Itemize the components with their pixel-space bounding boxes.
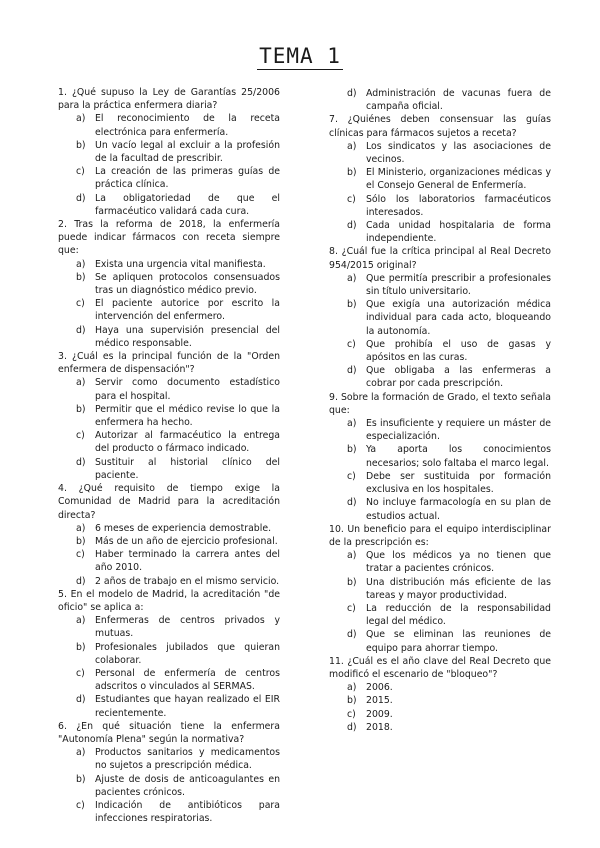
option-c: c) Indicación de antibióticos para infecciones respiratorias.: [76, 799, 280, 825]
option-d: d) Que se eliminan las reuniones de equipo para ahorrar tiempo.: [347, 629, 551, 654]
question-9: [329, 391, 551, 523]
question-11: [329, 655, 551, 734]
option-c: c) Sólo los laboratorios farmacéuticos interesados.: [347, 193, 551, 218]
option-d: d) 2018.: [347, 721, 393, 733]
option-b: b) Más de un año de ejercicio profesional.: [76, 535, 278, 547]
option-a: a) Servir como documento estadístico para el hospital.: [76, 377, 280, 402]
option-c: c) El paciente autorice por escrito la intervención del enfermero.: [76, 298, 280, 323]
option-a: a) 2006.: [347, 682, 393, 694]
left-column: [58, 86, 280, 825]
option-d: d) 2 años de trabajo en el mismo servicio.: [76, 575, 280, 587]
question-text: 6. ¿En qué situación tiene la enfermera "Autonomía Plena" según la normativa?: [58, 720, 280, 745]
question-7: [329, 113, 551, 245]
option-d: d) Administración de vacunas fuera de campaña oficial.: [347, 88, 551, 113]
question-text: 4. ¿Qué requisito de tiempo exige la Comunidad de Madrid para la acreditación directa?: [58, 483, 280, 521]
option-d: d) La obligatoriedad de que el farmacéutico validará cada cura.: [76, 192, 280, 217]
question-6: [58, 720, 280, 826]
page-title: TEMA 1: [259, 44, 341, 68]
question-text: 2. Tras la reforma de 2018, la enfermería puede indicar fármacos con receta siempre que:: [58, 219, 280, 257]
question-10: [329, 523, 551, 655]
question-text: 7. ¿Quiénes deben consensuar las guías clínicas para fármacos sujetos a receta?: [329, 114, 551, 139]
option-b: b) Un vacío legal al excluir a la profesión de la facultad de prescribir.: [76, 139, 280, 165]
option-c: c) Personal de enfermería de centros adscritos o vinculados al SERMAS.: [76, 667, 280, 693]
option-c: c) La reducción de la responsabilidad legal del médico.: [347, 602, 551, 628]
question-1: [58, 86, 280, 218]
option-d: d) Estudiantes que hayan realizado el EIR recientemente.: [76, 694, 280, 719]
option-b: b) El Ministerio, organizaciones médicas y el Consejo General de Enfermería.: [347, 167, 551, 192]
option-b: b) Una distribución más eficiente de las tareas y mayor productividad.: [347, 576, 551, 601]
option-d: d) Que obligaba a las enfermeras a cobrar por cada prescripción.: [347, 365, 551, 390]
question-text: 8. ¿Cuál fue la crítica principal al Real Decreto 954/2015 original?: [329, 246, 551, 271]
question-text: 11. ¿Cuál es el año clave del Real Decreto que modificó el escenario de "bloqueo"?: [329, 655, 551, 680]
option-a: a) Que los médicos ya no tienen que tratar a pacientes crónicos.: [347, 550, 551, 575]
question-text: 3. ¿Cuál es la principal función de la "Orden enfermera de dispensación"?: [58, 351, 280, 376]
option-b: b) Permitir que el médico revise lo que la enfermera ha hecho.: [76, 403, 280, 429]
option-b: b) Ajuste de dosis de anticoagulantes en pacientes crónicos.: [76, 773, 280, 798]
option-b: b) Que exigía una autorización médica individual para cada acto, bloqueando la autonomía.: [347, 299, 551, 337]
option-a: a) Que permitía prescribir a profesionales sin título universitario.: [347, 272, 551, 298]
option-c: c) La creación de las primeras guías de práctica clínica.: [76, 166, 280, 191]
right-column: [329, 87, 551, 734]
question-5: [58, 588, 280, 720]
option-a: a) 6 meses de experiencia demostrable.: [76, 522, 272, 534]
option-d: d) Cada unidad hospitalaria de forma independiente.: [347, 220, 551, 245]
option-a: a) Exista una urgencia vital manifiesta.: [76, 258, 266, 270]
question-3: [58, 350, 280, 482]
question-text: 5. En el modelo de Madrid, la acreditación "de oficio" se aplica a:: [58, 588, 280, 613]
option-d: d) No incluye farmacología en su plan de estudios actual.: [347, 497, 551, 522]
question-text: 10. Un beneficio para el equipo interdisciplinar de la prescripción es:: [329, 523, 551, 548]
option-a: a) Enfermeras de centros privados y mutuas.: [76, 615, 280, 640]
option-c: c) 2009.: [347, 708, 393, 720]
question-text: 9. Sobre la formación de Grado, el texto señala que:: [329, 391, 551, 416]
option-a: a) Es insuficiente y requiere un máster de especialización.: [347, 418, 551, 443]
option-d: d) Haya una supervisión presencial del médico responsable.: [76, 324, 280, 349]
option-c: c) Autorizar al farmacéutico la entrega del producto o fármaco indicado.: [76, 430, 280, 455]
option-c: c) Que prohibía el uso de gasas y apósitos en las curas.: [347, 338, 551, 364]
option-b: b) Se apliquen protocolos consensuados tras un diagnóstico médico previo.: [76, 271, 280, 297]
question-2: [58, 218, 280, 350]
option-a: a) Los sindicatos y las asociaciones de vecinos.: [347, 140, 551, 166]
option-a: a) El reconocimiento de la receta electrónica para enfermería.: [76, 113, 280, 138]
question-6-continued: [329, 87, 551, 113]
option-c: c) Haber terminado la carrera antes del año 2010.: [76, 549, 280, 574]
option-c: c) Debe ser sustituida por formación exclusiva en los hospitales.: [347, 470, 551, 496]
option-d: d) Sustituir al historial clínico del paciente.: [76, 456, 280, 481]
question-text: 1. ¿Qué supuso la Ley de Garantías 25/2006 para la práctica enfermera diaria?: [58, 87, 280, 112]
question-8: [329, 245, 551, 390]
question-4: [58, 482, 280, 588]
option-b: b) Profesionales jubilados que quieran colaborar.: [76, 641, 280, 666]
option-b: b) 2015.: [347, 695, 393, 707]
option-b: b) Ya aporta los conocimientos necesarios; solo faltaba el marco legal.: [347, 444, 551, 469]
option-a: a) Productos sanitarios y medicamentos no sujetos a prescripción médica.: [76, 747, 280, 772]
